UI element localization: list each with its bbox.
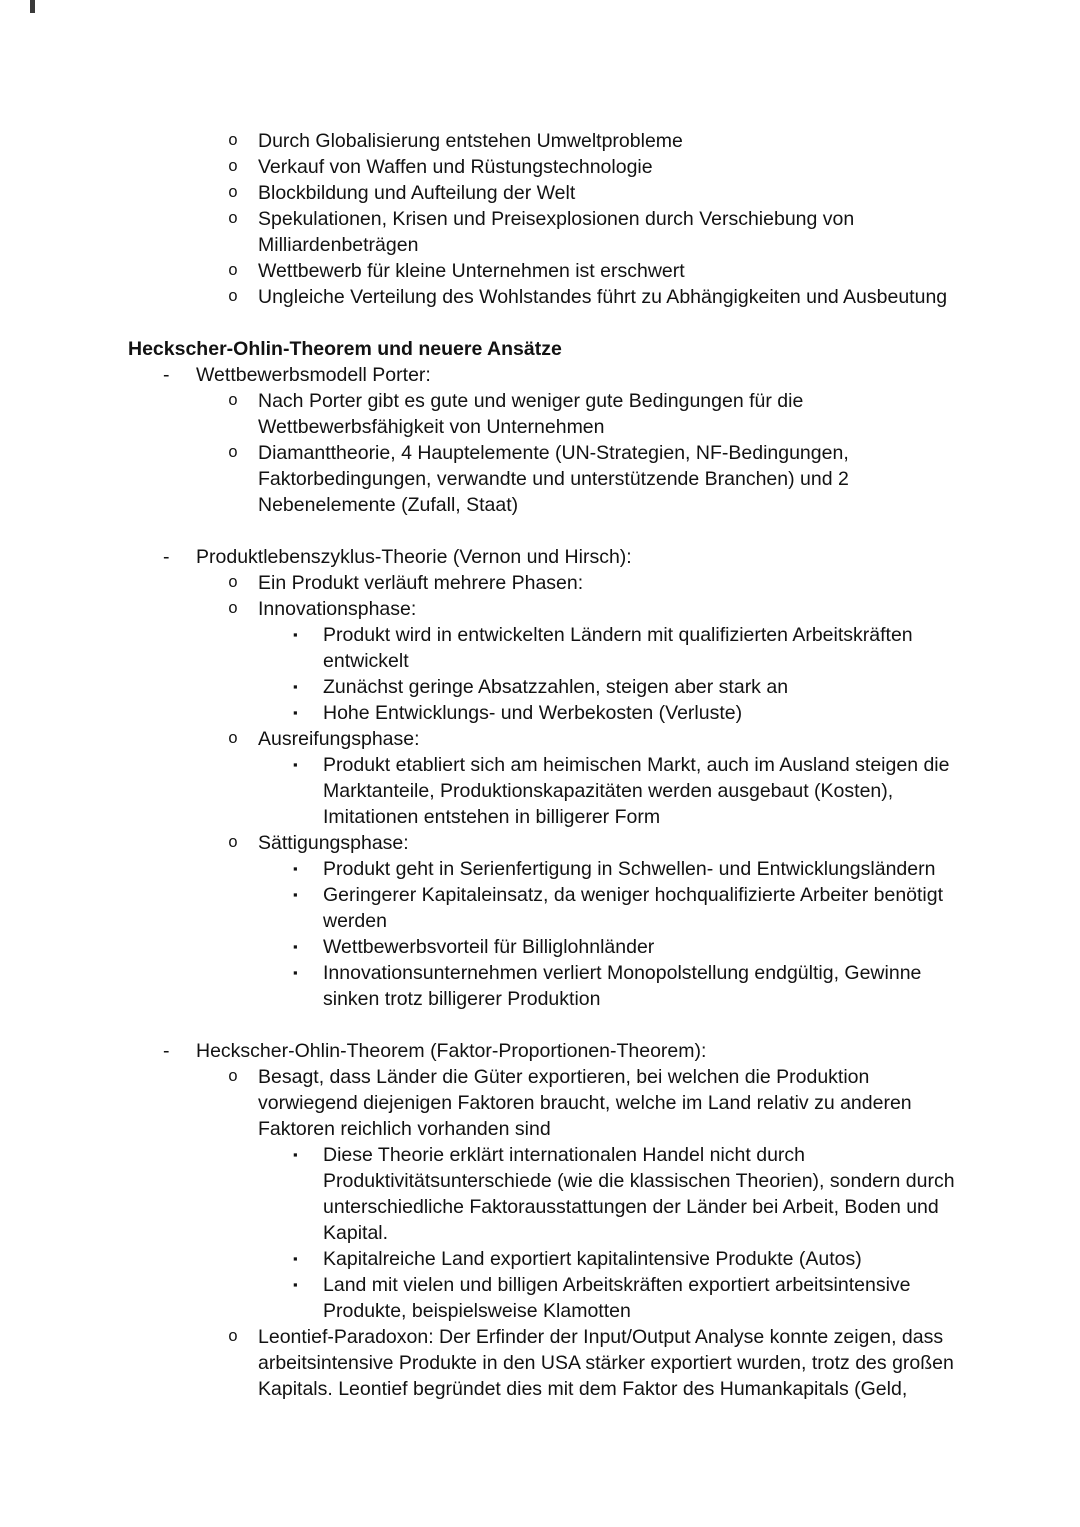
sections xyxy=(128,362,958,1402)
list-item-text: Ein Produkt verläuft mehrere Phasen: xyxy=(258,572,584,594)
list-item xyxy=(128,960,958,1012)
list-item-text: Verkauf von Waffen und Rüstungstechnologie xyxy=(258,156,653,178)
list-item-text: Wettbewerbsmodell Porter: xyxy=(196,364,431,386)
list-item-text: Sättigungsphase: xyxy=(258,832,409,854)
circle-bullet-icon: o xyxy=(228,183,238,202)
list-item-text: Diese Theorie erklärt internationalen Handel nicht durch Produktivitätsunterschiede (wie die klassischen Theorien), sondern durch unterschiedliche Faktorausstattungen der Länder bei Arbeit, Boden und Kapital. xyxy=(323,1144,955,1244)
circle-bullet-icon: o xyxy=(228,833,238,852)
list-item xyxy=(128,258,958,284)
section xyxy=(128,362,958,518)
list-item xyxy=(128,726,958,752)
square-bullet-icon: ▪ xyxy=(293,679,298,694)
list-item-text: Wettbewerbsvorteil für Billiglohnländer xyxy=(323,936,655,958)
square-bullet-icon: ▪ xyxy=(293,939,298,954)
section xyxy=(128,544,958,1012)
square-bullet-icon: ▪ xyxy=(293,1251,298,1266)
dash-bullet-icon: - xyxy=(163,1040,170,1062)
list-item xyxy=(128,544,958,570)
dash-bullet-icon: - xyxy=(163,364,170,386)
list-item xyxy=(128,570,958,596)
list-item-text: Heckscher-Ohlin-Theorem (Faktor-Proportionen-Theorem): xyxy=(196,1040,707,1062)
intro-bullet-list xyxy=(128,128,958,310)
list-item xyxy=(128,1064,958,1142)
list-item-text: Kapitalreiche Land exportiert kapitalintensive Produkte (Autos) xyxy=(323,1248,862,1270)
list-item-text: Produkt geht in Serienfertigung in Schwellen- und Entwicklungsländern xyxy=(323,858,936,880)
circle-bullet-icon: o xyxy=(228,131,238,150)
list-item-text: Diamanttheorie, 4 Hauptelemente (UN-Strategien, NF-Bedingungen, Faktorbedingungen, verwandte und unterstützende Branchen) und 2 Nebenelemente (Zufall, Staat) xyxy=(258,442,849,516)
list-item xyxy=(128,440,958,518)
circle-bullet-icon: o xyxy=(228,261,238,280)
list-item xyxy=(128,284,958,310)
list-item xyxy=(128,1272,958,1324)
list-item xyxy=(128,674,958,700)
list-item-text: Innovationsunternehmen verliert Monopolstellung endgültig, Gewinne sinken trotz billigerer Produktion xyxy=(323,962,922,1010)
list-item-text: Besagt, dass Länder die Güter exportieren, bei welchen die Produktion vorwiegend diejenigen Faktoren braucht, welche im Land relativ zu anderen Faktoren reichlich vorhanden sind xyxy=(258,1066,912,1140)
list-item-text: Ungleiche Verteilung des Wohlstandes führt zu Abhängigkeiten und Ausbeutung xyxy=(258,286,948,308)
square-bullet-icon: ▪ xyxy=(293,1147,298,1162)
list-item xyxy=(128,622,958,674)
list-item-text: Produkt wird in entwickelten Ländern mit qualifizierten Arbeitskräften entwickelt xyxy=(323,624,913,672)
list-item-text: Durch Globalisierung entstehen Umweltprobleme xyxy=(258,130,683,152)
list-item-text: Innovationsphase: xyxy=(258,598,417,620)
circle-bullet-icon: o xyxy=(228,443,238,462)
list-item xyxy=(128,362,958,388)
square-bullet-icon: ▪ xyxy=(293,965,298,980)
square-bullet-icon: ▪ xyxy=(293,1277,298,1292)
list-item-text: Produkt etabliert sich am heimischen Markt, auch im Ausland steigen die Marktanteile, Produktionskapazitäten werden ausgebaut (Kosten), Imitationen entstehen in billigerer Form xyxy=(323,754,950,828)
list-item-text: Ausreifungsphase: xyxy=(258,728,420,750)
circle-bullet-icon: o xyxy=(228,287,238,306)
list-item-text: Hohe Entwicklungs- und Werbekosten (Verluste) xyxy=(323,702,743,724)
list-item-text: Land mit vielen und billigen Arbeitskräften exportiert arbeitsintensive Produkte, beispielsweise Klamotten xyxy=(323,1274,911,1322)
page-edge-artifact xyxy=(30,0,35,13)
list-item xyxy=(128,700,958,726)
dash-bullet-icon: - xyxy=(163,546,170,568)
list-item-text: Zunächst geringe Absatzzahlen, steigen aber stark an xyxy=(323,676,789,698)
list-item xyxy=(128,1324,958,1402)
square-bullet-icon: ▪ xyxy=(293,705,298,720)
circle-bullet-icon: o xyxy=(228,157,238,176)
square-bullet-icon: ▪ xyxy=(293,757,298,772)
list-item-text: Geringerer Kapitaleinsatz, da weniger hochqualifizierte Arbeiter benötigt werden xyxy=(323,884,944,932)
list-item xyxy=(128,934,958,960)
list-item-text: Blockbildung und Aufteilung der Welt xyxy=(258,182,576,204)
list-item xyxy=(128,388,958,440)
list-item xyxy=(128,1246,958,1272)
list-item-text: Wettbewerb für kleine Unternehmen ist erschwert xyxy=(258,260,685,282)
circle-bullet-icon: o xyxy=(228,1327,238,1346)
circle-bullet-icon: o xyxy=(228,729,238,748)
list-item xyxy=(128,154,958,180)
list-item xyxy=(128,128,958,154)
circle-bullet-icon: o xyxy=(228,391,238,410)
list-item xyxy=(128,206,958,258)
square-bullet-icon: ▪ xyxy=(293,627,298,642)
circle-bullet-icon: o xyxy=(228,209,238,228)
list-item xyxy=(128,1142,958,1246)
list-item xyxy=(128,596,958,622)
list-item xyxy=(128,180,958,206)
list-item xyxy=(128,856,958,882)
list-item-text: Produktlebenszyklus-Theorie (Vernon und Hirsch): xyxy=(196,546,632,568)
circle-bullet-icon: o xyxy=(228,599,238,618)
list-item-text: Nach Porter gibt es gute und weniger gute Bedingungen für die Wettbewerbsfähigkeit von Unternehmen xyxy=(258,390,804,438)
square-bullet-icon: ▪ xyxy=(293,861,298,876)
square-bullet-icon: ▪ xyxy=(293,887,298,902)
section-heading: Heckscher-Ohlin-Theorem und neuere Ansätze xyxy=(128,338,562,360)
list-item xyxy=(128,830,958,856)
list-item xyxy=(128,1038,958,1064)
circle-bullet-icon: o xyxy=(228,1067,238,1086)
section xyxy=(128,1038,958,1402)
document-content xyxy=(128,128,958,1402)
list-item xyxy=(128,752,958,830)
list-item-text: Leontief-Paradoxon: Der Erfinder der Input/Output Analyse konnte zeigen, dass arbeitsintensive Produkte in den USA stärker exportiert wurden, trotz des großen Kapitals. Leontief begründet dies mit dem Faktor des Humankapitals (Geld, xyxy=(258,1326,954,1400)
circle-bullet-icon: o xyxy=(228,573,238,592)
list-item-text: Spekulationen, Krisen und Preisexplosionen durch Verschiebung von Milliardenbeträgen xyxy=(258,208,855,256)
list-item xyxy=(128,882,958,934)
